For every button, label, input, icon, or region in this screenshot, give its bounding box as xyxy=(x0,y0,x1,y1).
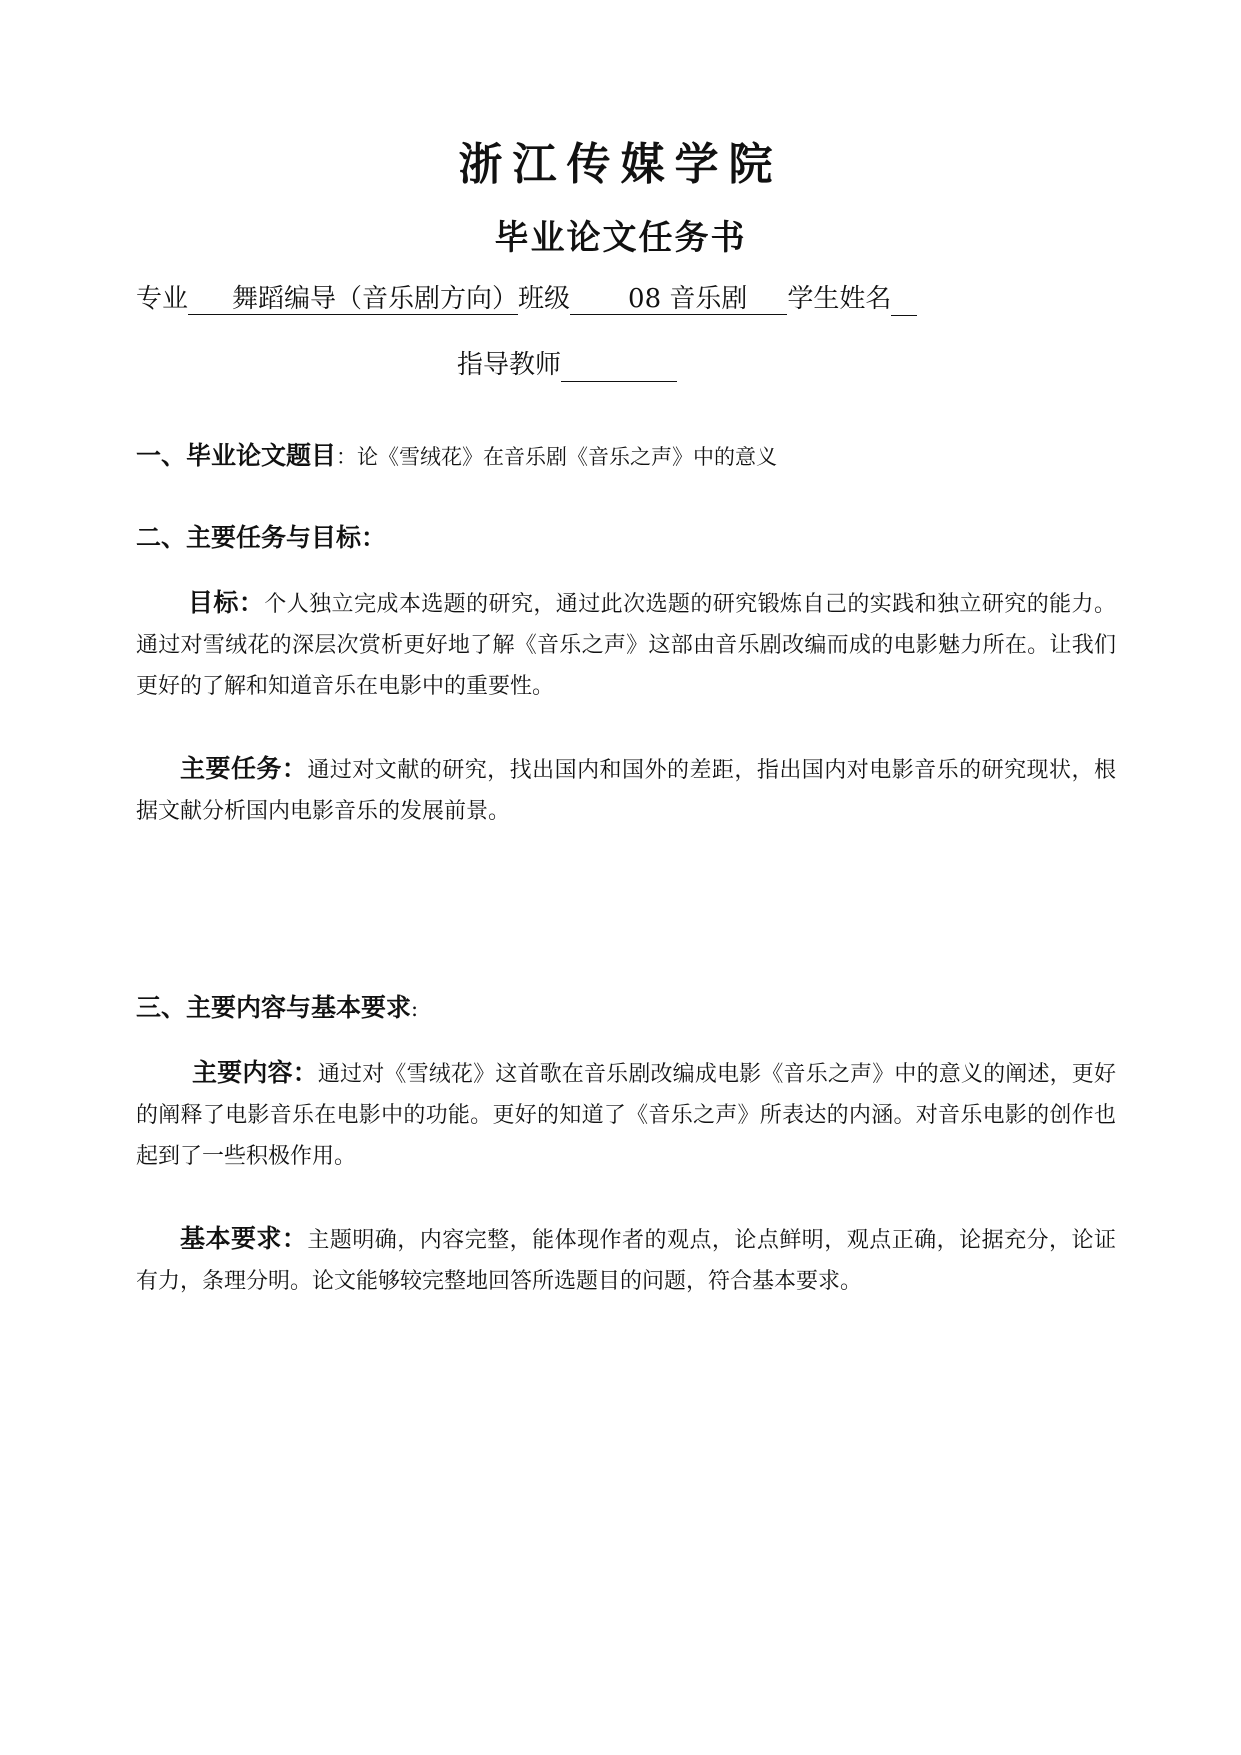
thesis-title: 论《雪绒花》在音乐剧《音乐之声》中的意义 xyxy=(357,445,778,469)
advisor-line xyxy=(457,348,677,382)
task-text: 通过对文献的研究，找出国内和国外的差距，指出国内对电影音乐的研究现状，根据文献分析国内电影音乐的发展前景。 xyxy=(136,758,1116,824)
section2-heading: 二、主要任务与目标： xyxy=(136,523,387,552)
requirement-label: 基本要求： xyxy=(180,1224,308,1253)
content-text: 通过对《雪绒花》这首歌在音乐剧改编成电影《音乐之声》中的意义的阐述，更好的阐释了电影音乐在电影中的功能。更好的知道了《音乐之声》所表达的内涵。对音乐电影的创作也起到了一些积极作用。 xyxy=(136,1062,1116,1169)
goal-label: 目标： xyxy=(188,588,265,617)
major-value: 舞蹈编导（音乐剧方向） xyxy=(188,284,518,315)
section3-heading: 三、主要内容与基本要求 xyxy=(136,993,412,1022)
class-value: 08 音乐剧 xyxy=(570,284,787,315)
class-label: 班级 xyxy=(518,284,571,314)
goal-paragraph xyxy=(136,582,1116,707)
section1-heading: 一、毕业论文题目 xyxy=(136,441,337,470)
school-name: 浙江传媒学院 xyxy=(458,139,783,190)
content-paragraph xyxy=(136,1052,1116,1177)
requirement-paragraph xyxy=(136,1218,1116,1302)
task-label: 主要任务： xyxy=(180,754,308,783)
section1-separator: ： xyxy=(336,445,358,469)
document-title: 毕业论文任务书 xyxy=(494,218,747,258)
student-name-blank xyxy=(891,285,917,316)
content-label: 主要内容： xyxy=(192,1058,318,1087)
section3-heading-line xyxy=(136,988,418,1024)
student-name-label: 学生姓名 xyxy=(787,284,892,314)
advisor-blank xyxy=(561,351,677,382)
requirement-text: 主题明确，内容完整，能体现作者的观点，论点鲜明，观点正确，论据充分，论证有力，条理分明。论文能够较完整地回答所选题目的问题，符合基本要求。 xyxy=(136,1228,1116,1294)
major-label: 专业 xyxy=(136,284,189,314)
section3-separator: : xyxy=(411,997,419,1021)
student-info-line xyxy=(136,282,917,316)
task-paragraph xyxy=(136,748,1116,832)
section-thesis-title xyxy=(136,436,777,472)
advisor-label: 指导教师 xyxy=(457,350,562,380)
goal-text: 个人独立完成本选题的研究，通过此次选题的研究锻炼自己的实践和独立研究的能力。通过对雪绒花的深层次赏析更好地了解《音乐之声》这部由音乐剧改编而成的电影魅力所在。让我们更好的了解和知道音乐在电影中的重要性。 xyxy=(136,592,1116,699)
